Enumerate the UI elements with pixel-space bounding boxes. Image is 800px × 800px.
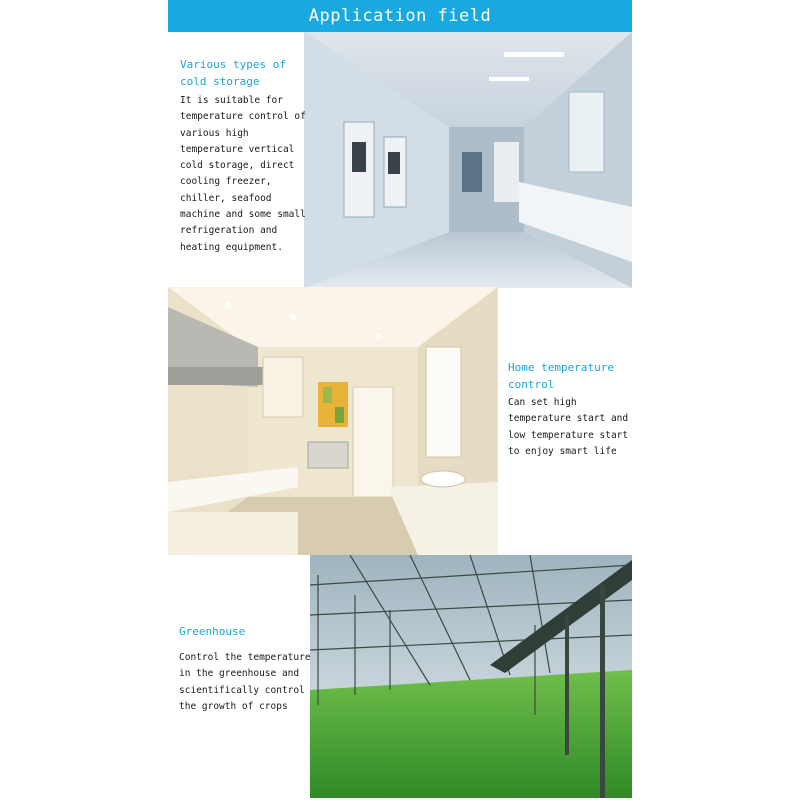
text-line: temperature vertical [180, 143, 295, 155]
greenhouse-photo [310, 555, 632, 798]
cold-storage-heading [180, 56, 286, 90]
heading-line: cold storage [180, 75, 260, 88]
text-line: cold storage, direct [180, 160, 295, 172]
text-line: heating equipment. [180, 241, 283, 253]
text-line: to enjoy smart life [508, 445, 617, 457]
text-line: refrigeration and [180, 225, 278, 237]
text-line: the growth of crops [179, 700, 288, 712]
text-line: various high [180, 127, 249, 139]
heading-line: control [508, 378, 555, 391]
application-field-banner [168, 0, 632, 32]
heading-line: Home temperature [508, 361, 614, 374]
heading-line: Greenhouse [179, 625, 246, 638]
text-line: chiller, seafood [180, 192, 272, 204]
cold-storage-photo [304, 32, 632, 288]
text-line: temperature start and [508, 413, 629, 425]
text-line: machine and some small [180, 209, 306, 221]
text-line: cooling freezer, [180, 176, 272, 188]
text-line: Control the temperature [179, 652, 311, 663]
text-line: Can set high [508, 397, 577, 408]
home-temperature-heading [508, 359, 614, 393]
greenhouse-description [179, 650, 311, 715]
heading-line: Various types of [180, 58, 286, 71]
text-line: It is suitable for [180, 95, 283, 106]
home-temperature-description [508, 395, 628, 460]
text-line: in the greenhouse and [179, 668, 300, 680]
text-line: low temperature start [508, 429, 629, 441]
text-line: temperature control of [180, 111, 306, 123]
greenhouse-heading [179, 623, 245, 640]
text-line: scientifically control [179, 684, 305, 696]
cold-storage-description [180, 93, 306, 256]
kitchen-photo [168, 287, 498, 555]
banner-title: Application field [308, 6, 492, 26]
